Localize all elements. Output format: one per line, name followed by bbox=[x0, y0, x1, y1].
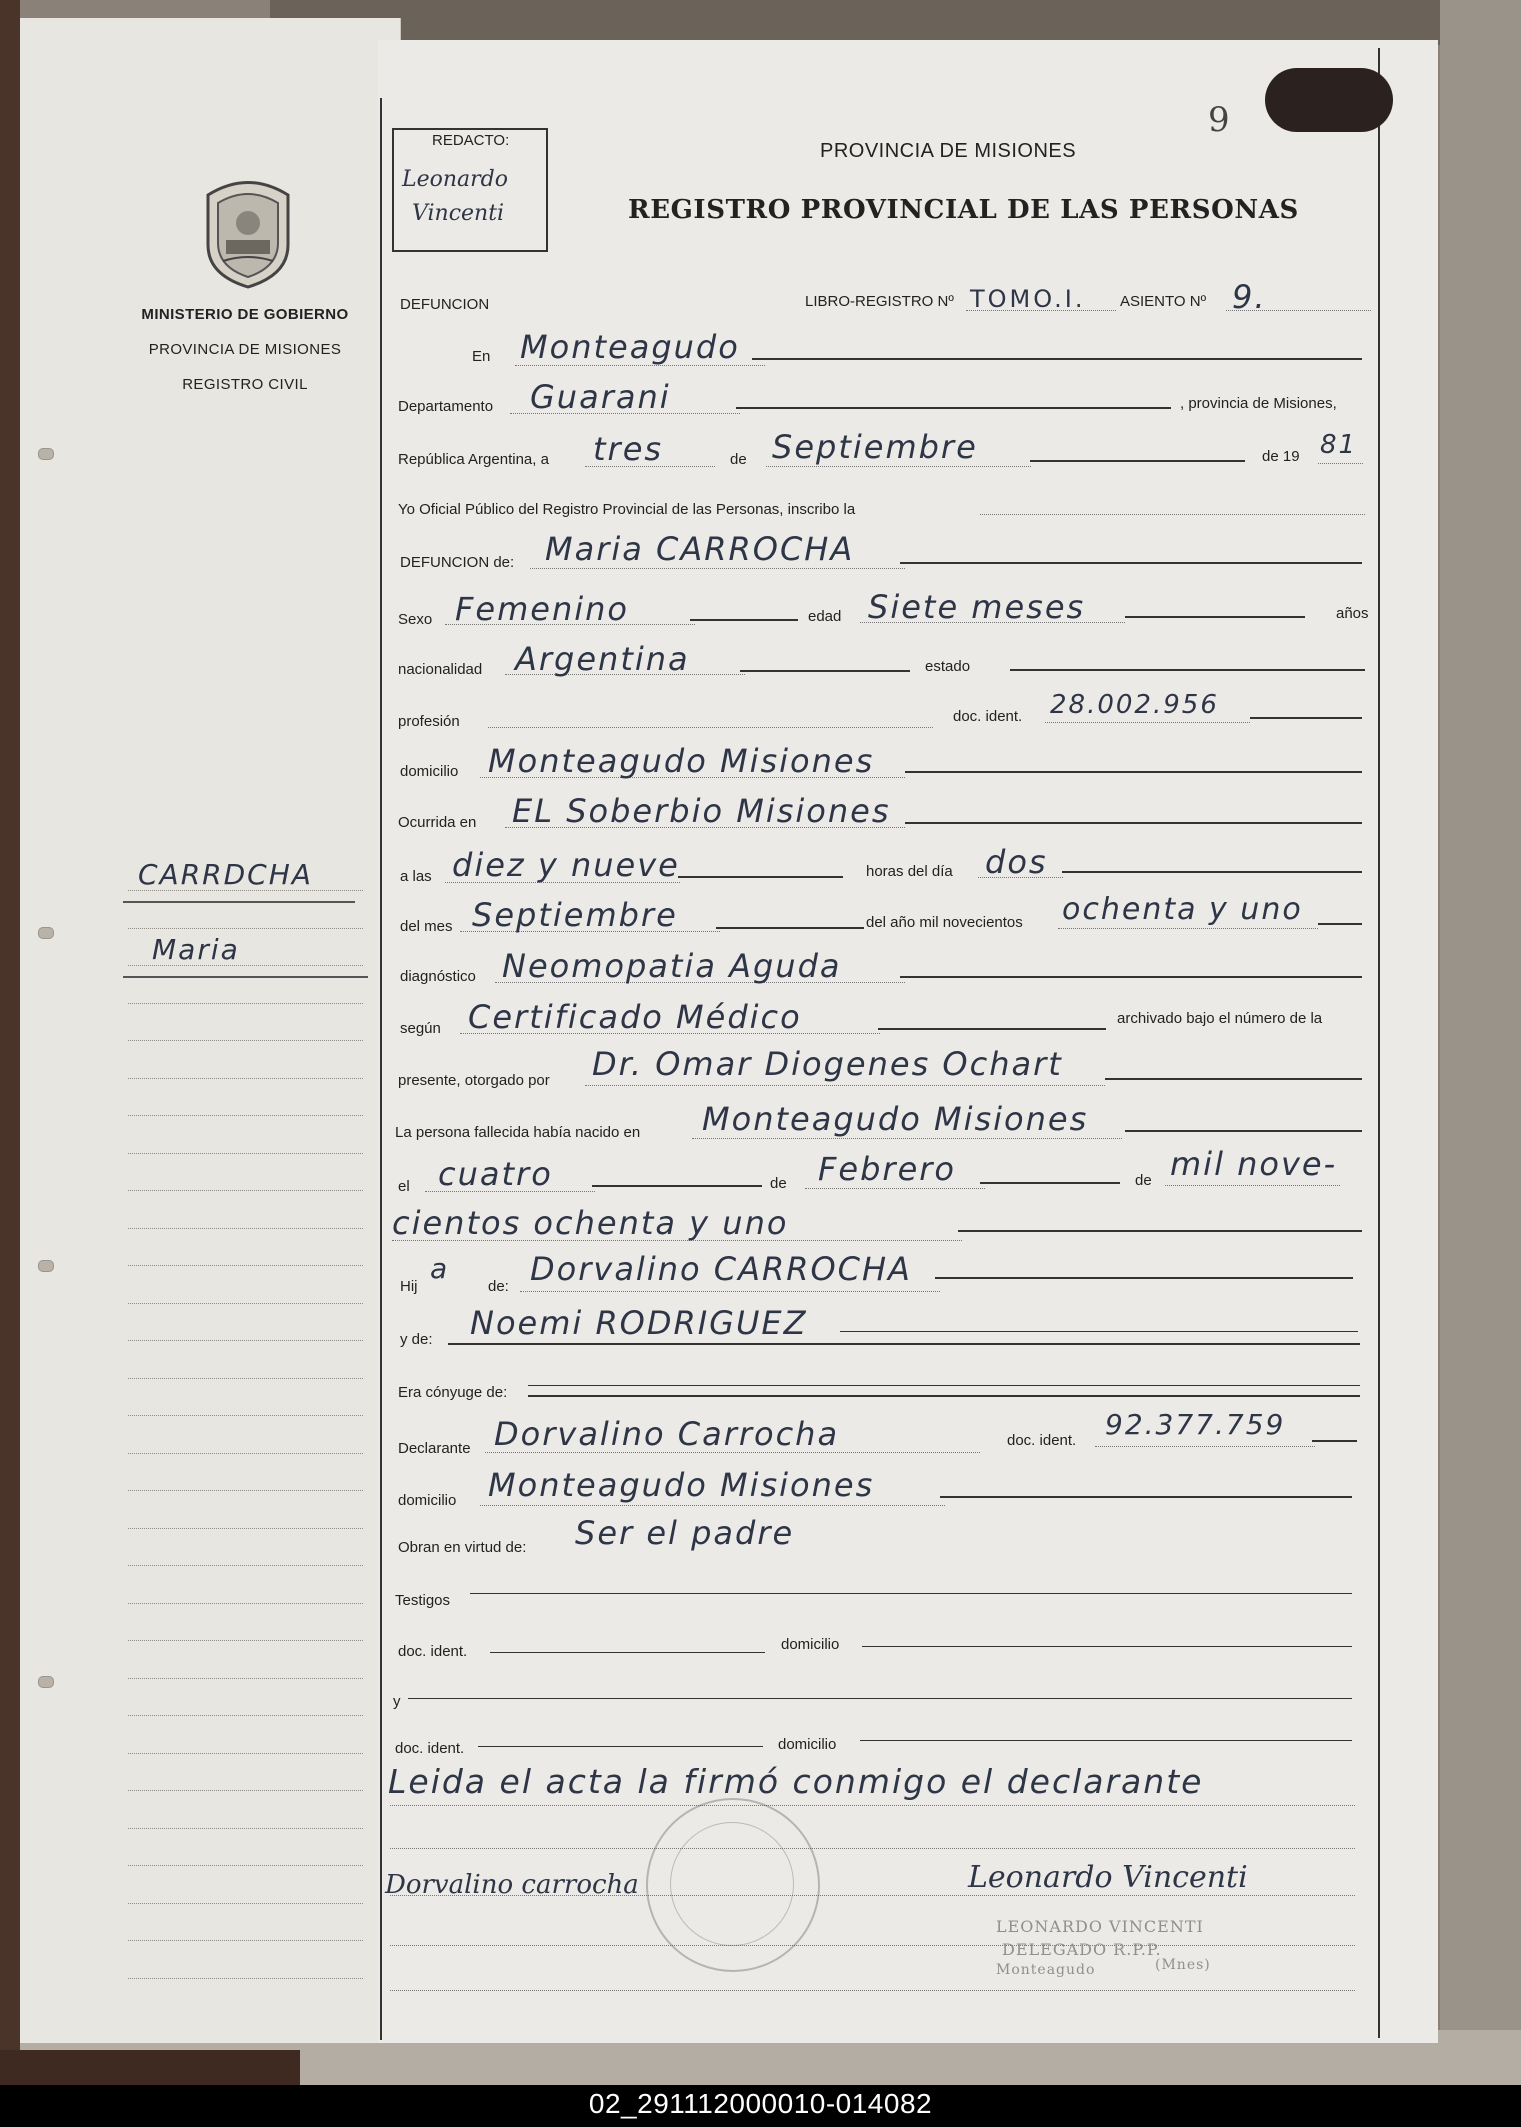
declarant-label: Declarante bbox=[398, 1440, 471, 1457]
province-coat-of-arms-icon bbox=[198, 175, 298, 290]
book-edge-top bbox=[270, 0, 1521, 45]
margin-ruled-line bbox=[128, 1678, 363, 1679]
deceased-dotted bbox=[530, 568, 905, 569]
margin-ruled-line bbox=[128, 1640, 363, 1641]
margin-ruled-line bbox=[128, 1003, 363, 1004]
margin-ruled-line bbox=[128, 1528, 363, 1529]
death-month-value: Septiembre bbox=[472, 896, 678, 934]
doc-label: doc. ident. bbox=[953, 708, 1023, 725]
diagnosis-line bbox=[900, 976, 1362, 978]
book-value: TOMO.I. bbox=[970, 285, 1086, 313]
age-line bbox=[1125, 616, 1305, 618]
nationality-label: nacionalidad bbox=[398, 661, 483, 678]
child-de-label: de: bbox=[488, 1278, 509, 1295]
age-value: Siete meses bbox=[868, 588, 1086, 626]
signature-line-2 bbox=[390, 1945, 1355, 1946]
entry-value: 9. bbox=[1232, 278, 1267, 316]
sex-label: Sexo bbox=[398, 611, 433, 628]
domicile-value: Monteagudo Misiones bbox=[488, 742, 875, 780]
margin-ruled-line bbox=[128, 1303, 363, 1304]
department-label: Departamento bbox=[398, 398, 494, 415]
form-frame-left bbox=[380, 98, 382, 2040]
doctor-line bbox=[1105, 1078, 1362, 1080]
month-dotted bbox=[766, 466, 1031, 467]
profession-line bbox=[488, 727, 933, 728]
father-line bbox=[935, 1277, 1353, 1279]
hour-value: diez y nueve bbox=[452, 846, 680, 884]
present-label: presente, otorgado por bbox=[398, 1072, 550, 1089]
w2-doc-label: doc. ident. bbox=[395, 1740, 465, 1757]
declarant-domicile-dotted bbox=[480, 1505, 945, 1506]
status-label: estado bbox=[925, 658, 971, 675]
month-value: Septiembre bbox=[772, 428, 978, 466]
registry-title: REGISTRO PROVINCIAL DE LAS PERSONAS bbox=[628, 195, 1299, 225]
margin-ruled-line bbox=[128, 1078, 363, 1079]
margin-ruled-line bbox=[128, 1415, 363, 1416]
witnesses-label: Testigos bbox=[395, 1592, 451, 1609]
province-suffix: , provincia de Misiones, bbox=[1180, 395, 1337, 412]
w1-domicile-line bbox=[862, 1646, 1352, 1647]
month-label: del mes bbox=[400, 918, 453, 935]
signature-line-3 bbox=[390, 1990, 1355, 1991]
margin-ruled-line bbox=[128, 1903, 363, 1904]
declarant-domicile-value: Monteagudo Misiones bbox=[488, 1466, 875, 1504]
deceased-line bbox=[900, 562, 1362, 564]
sex-line bbox=[690, 619, 798, 621]
and-de-label: y de: bbox=[400, 1331, 433, 1348]
scan-background-right bbox=[1440, 0, 1521, 2085]
deceased-label: DEFUNCION de: bbox=[400, 554, 515, 571]
domicile-label: domicilio bbox=[400, 763, 459, 780]
margin-ruled-line bbox=[128, 1378, 363, 1379]
declarant-domicile-line bbox=[940, 1496, 1352, 1498]
stamp-name: LEONARDO VINCENTI bbox=[996, 1917, 1204, 1936]
republic-label: República Argentina, a bbox=[398, 451, 549, 468]
province-heading: PROVINCIA DE MISIONES bbox=[148, 341, 342, 358]
witnesses-line bbox=[470, 1593, 1352, 1594]
mother-line bbox=[448, 1343, 1360, 1345]
entry-label: ASIENTO Nº bbox=[1120, 293, 1207, 310]
born-value: Monteagudo Misiones bbox=[702, 1100, 1089, 1138]
declarant-doc-line bbox=[1312, 1440, 1357, 1442]
margin-surname: CARRDCHA bbox=[138, 858, 313, 891]
stamp-province: (Mnes) bbox=[1155, 1957, 1211, 1973]
hour-line bbox=[678, 876, 843, 878]
year-text-label: del año mil novecientos bbox=[866, 914, 1023, 931]
doc-line bbox=[1250, 717, 1362, 719]
birth-month-line bbox=[980, 1182, 1120, 1184]
declarant-value: Dorvalino Carrocha bbox=[494, 1415, 840, 1453]
department-value: Guarani bbox=[530, 378, 671, 416]
w2-domicile-line bbox=[860, 1740, 1352, 1741]
en-line bbox=[752, 358, 1362, 360]
father-dotted bbox=[520, 1291, 940, 1292]
year-dotted bbox=[1318, 463, 1363, 464]
redacto-signature: Leonardo Vincenti bbox=[402, 167, 509, 226]
status-line bbox=[1010, 669, 1365, 671]
w2-doc-line bbox=[478, 1746, 763, 1747]
day-value: tres bbox=[593, 430, 664, 468]
margin-ruled-line bbox=[128, 1265, 363, 1266]
binding-ring bbox=[38, 448, 54, 460]
civil-registry-heading: REGISTRO CIVIL bbox=[182, 376, 308, 393]
profession-label: profesión bbox=[398, 713, 460, 730]
birth-de2-label: de bbox=[1135, 1172, 1152, 1189]
margin-ruled-line bbox=[128, 1153, 363, 1154]
margin-ruled-line bbox=[128, 1603, 363, 1604]
birth-day-line bbox=[592, 1185, 762, 1187]
margin-ruled-line bbox=[128, 1115, 363, 1116]
age-label: edad bbox=[808, 608, 842, 625]
occurred-label: Ocurrida en bbox=[398, 814, 477, 831]
birth-year-cont-line bbox=[958, 1230, 1362, 1232]
stamp-place: Monteagudo bbox=[996, 1962, 1096, 1978]
according-label: según bbox=[400, 1020, 441, 1037]
diagnosis-value: Neomopatia Aguda bbox=[502, 947, 842, 985]
margin-ruled-line bbox=[128, 1715, 363, 1716]
w1-domicile-label: domicilio bbox=[781, 1636, 840, 1653]
birth-month-value: Febrero bbox=[818, 1150, 956, 1188]
death-year-value: ochenta y uno bbox=[1062, 892, 1303, 927]
page-number: 9 bbox=[1208, 100, 1230, 140]
w2-name-line bbox=[408, 1698, 1352, 1699]
according-line bbox=[878, 1028, 1106, 1030]
w2-domicile-label: domicilio bbox=[778, 1736, 837, 1753]
province-title: PROVINCIA DE MISIONES bbox=[820, 140, 1077, 162]
margin-ruled-line bbox=[128, 1190, 363, 1191]
en-value: Monteagudo bbox=[520, 328, 740, 366]
binding-ring bbox=[38, 1260, 54, 1272]
margin-ruled-line bbox=[128, 1865, 363, 1866]
record-type-label: DEFUNCION bbox=[400, 296, 490, 313]
death-day-line bbox=[1062, 871, 1362, 873]
officer-signature: Leonardo Vincenti bbox=[968, 1860, 1248, 1895]
declarant-signature: Dorvalino carrocha bbox=[385, 1870, 639, 1900]
caption-text: 02_291112000010-014082 bbox=[588, 2088, 933, 2119]
death-year-line bbox=[1318, 923, 1362, 925]
declarant-domicile-label: domicilio bbox=[398, 1492, 457, 1509]
book-cover-corner bbox=[0, 2050, 300, 2085]
declarant-doc-label: doc. ident. bbox=[1007, 1432, 1077, 1449]
capacity-value: Ser el padre bbox=[575, 1514, 795, 1552]
margin-ruled-line bbox=[128, 1753, 363, 1754]
child-label: Hij bbox=[400, 1278, 418, 1295]
occurred-line bbox=[905, 822, 1362, 824]
nationality-value: Argentina bbox=[515, 640, 690, 678]
birth-year-value-2: cientos ochenta y uno bbox=[392, 1204, 789, 1242]
redacto-label: REDACTO: bbox=[432, 132, 510, 149]
born-dotted bbox=[692, 1138, 1122, 1139]
born-label: La persona fallecida había nacido en bbox=[395, 1124, 641, 1141]
official-dotted bbox=[980, 514, 1365, 515]
department-line bbox=[736, 407, 1171, 409]
year-label: de 19 bbox=[1262, 448, 1300, 465]
el-label: el bbox=[398, 1178, 410, 1195]
at-label: a las bbox=[400, 868, 432, 885]
margin-underline bbox=[123, 976, 368, 978]
book-label: LIBRO-REGISTRO Nº bbox=[805, 293, 954, 310]
declarant-doc-dotted bbox=[1095, 1446, 1315, 1447]
w-and-label: y bbox=[393, 1693, 401, 1710]
closing-value: Leida el acta la firmó conmigo el declarante bbox=[388, 1762, 1204, 1801]
doc-value: 28.002.956 bbox=[1050, 690, 1219, 720]
doctor-value: Dr. Omar Diogenes Ochart bbox=[592, 1045, 1063, 1083]
w1-doc-label: doc. ident. bbox=[398, 1643, 468, 1660]
declarant-doc-value: 92.377.759 bbox=[1105, 1408, 1286, 1441]
nationality-line bbox=[740, 670, 910, 672]
diagnosis-label: diagnóstico bbox=[400, 968, 476, 985]
form-frame-right bbox=[1378, 48, 1380, 2038]
margin-ruled-line bbox=[128, 1340, 363, 1341]
month-line bbox=[1030, 460, 1245, 462]
occurred-value: EL Soberbio Misiones bbox=[512, 792, 891, 830]
closing-line bbox=[390, 1805, 1355, 1806]
born-line bbox=[1125, 1130, 1362, 1132]
stamp-role: DELEGADO R.P.P. bbox=[1002, 1940, 1162, 1959]
death-year-dotted bbox=[1058, 928, 1318, 929]
child-suffix: a bbox=[430, 1252, 450, 1285]
father-value: Dorvalino CARROCHA bbox=[530, 1250, 912, 1288]
death-month-line bbox=[716, 927, 864, 929]
official-stamp-inner bbox=[670, 1822, 794, 1946]
binding-ring bbox=[38, 1676, 54, 1688]
margin-ruled-line bbox=[128, 1040, 363, 1041]
mother-line-upper bbox=[840, 1331, 1358, 1332]
margin-ruled-line bbox=[128, 1453, 363, 1454]
birth-de-label: de bbox=[770, 1175, 787, 1192]
margin-ruled-line bbox=[128, 1565, 363, 1566]
spouse-line-upper bbox=[528, 1385, 1360, 1386]
year-value: 81 bbox=[1320, 430, 1358, 460]
closing-extra-line bbox=[390, 1848, 1355, 1849]
mother-value: Noemi RODRIGUEZ bbox=[470, 1304, 808, 1342]
sex-value: Femenino bbox=[455, 590, 629, 628]
de-label: de bbox=[730, 451, 747, 468]
margin-ruled-line bbox=[128, 1228, 363, 1229]
domicile-line bbox=[905, 771, 1362, 773]
years-label: años bbox=[1336, 605, 1369, 622]
margin-given-name: Maria bbox=[152, 933, 240, 966]
book-cover-spine bbox=[0, 0, 20, 2050]
spouse-label: Era cónyuge de: bbox=[398, 1384, 508, 1401]
margin-underline bbox=[123, 901, 355, 903]
en-label: En bbox=[472, 348, 491, 365]
doc-dotted bbox=[1045, 722, 1250, 723]
margin-ruled-line bbox=[128, 1978, 363, 1979]
birth-month-dotted bbox=[805, 1188, 985, 1189]
according-value: Certificado Médico bbox=[468, 998, 802, 1036]
birth-year-dotted bbox=[1165, 1185, 1340, 1186]
margin-ruled-line bbox=[128, 1790, 363, 1791]
hours-day-label: horas del día bbox=[866, 863, 953, 880]
doctor-dotted bbox=[585, 1085, 1105, 1086]
spouse-line bbox=[528, 1395, 1360, 1397]
ministry-heading: MINISTERIO DE GOBIERNO bbox=[141, 306, 349, 323]
deceased-name: Maria CARROCHA bbox=[545, 530, 855, 568]
margin-ruled-line bbox=[128, 1490, 363, 1491]
margin-ruled-line bbox=[128, 928, 363, 929]
ink-blot bbox=[1265, 68, 1393, 132]
birth-day-value: cuatro bbox=[438, 1155, 553, 1193]
official-text: Yo Oficial Público del Registro Provincial de las Personas, inscribo la bbox=[398, 501, 856, 518]
death-day-value: dos bbox=[985, 843, 1048, 881]
archived-label: archivado bajo el número de la bbox=[1117, 1010, 1323, 1027]
birth-year-value-1: mil nove- bbox=[1170, 1145, 1338, 1183]
margin-ruled-line bbox=[128, 1940, 363, 1941]
w1-doc-line bbox=[490, 1652, 765, 1653]
binding-ring bbox=[38, 927, 54, 939]
margin-ruled-line bbox=[128, 1828, 363, 1829]
capacity-label: Obran en virtud de: bbox=[398, 1539, 527, 1556]
